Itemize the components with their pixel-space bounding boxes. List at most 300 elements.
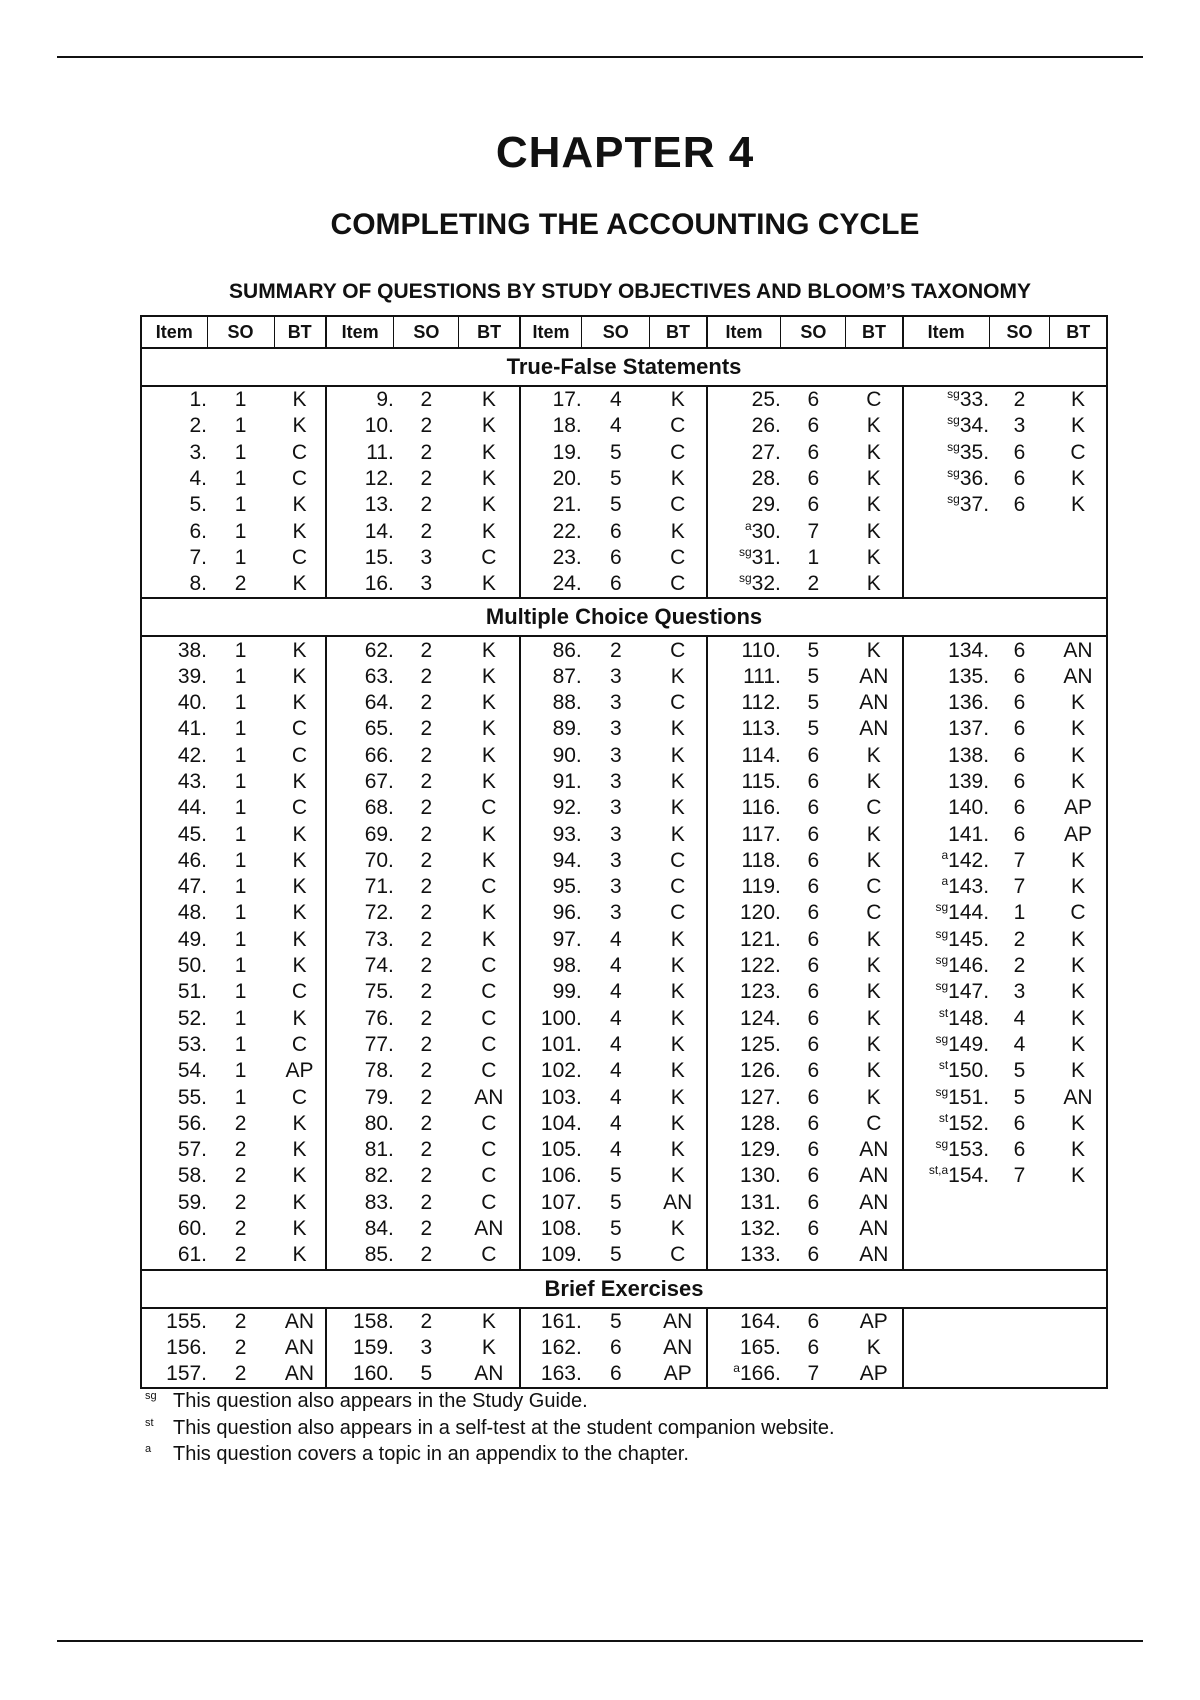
- bt-cell: C: [459, 795, 520, 821]
- so-cell: 2: [420, 638, 433, 662]
- item-number: 130.: [739, 1164, 781, 1188]
- bt-cell: K: [846, 571, 903, 598]
- item-number: 113.: [741, 717, 781, 741]
- empty-cell: [903, 518, 989, 544]
- bt-cell: AP: [650, 1361, 707, 1388]
- so-cell: 6: [609, 572, 622, 596]
- footnote-mark: sg: [935, 1031, 949, 1046]
- item-number: 109.: [540, 1243, 582, 1267]
- item-cell: [326, 492, 394, 518]
- item-cell: [326, 1216, 394, 1242]
- item-cell: [326, 690, 394, 716]
- footnote-mark: sg: [947, 387, 960, 402]
- table-row: [141, 900, 1107, 926]
- bt-cell: AN: [650, 1308, 707, 1335]
- item-number: 94.: [552, 848, 582, 872]
- bt-cell: C: [846, 874, 903, 900]
- table-row: [141, 1032, 1107, 1058]
- item-cell: [707, 1137, 781, 1163]
- item-cell: [326, 664, 394, 690]
- so-cell: 6: [807, 954, 820, 978]
- item-cell: [903, 440, 989, 466]
- table-row: [141, 874, 1107, 900]
- footnote-mark: sg: [947, 439, 960, 454]
- empty-cell: [1050, 1242, 1107, 1269]
- bt-cell: K: [650, 386, 707, 413]
- so-cell: 1: [234, 664, 247, 688]
- item-cell: [141, 545, 207, 571]
- empty-cell: [989, 518, 1050, 544]
- so-cell: 5: [609, 1309, 622, 1333]
- so-cell: 2: [234, 1362, 247, 1386]
- so-cell: 5: [609, 493, 622, 517]
- bt-cell: K: [846, 545, 903, 571]
- so-cell: 1: [234, 493, 247, 517]
- item-cell: [707, 386, 781, 413]
- column-header: SO: [394, 316, 459, 348]
- item-cell: [141, 440, 207, 466]
- item-number: 98.: [552, 954, 582, 978]
- item-cell: [707, 1006, 781, 1032]
- item-cell: [707, 1216, 781, 1242]
- item-number: 8.: [189, 572, 208, 596]
- bt-cell: AN: [274, 1361, 326, 1388]
- table-row: [141, 1006, 1107, 1032]
- so-cell: 6: [807, 388, 820, 412]
- so-cell: 6: [807, 1059, 820, 1083]
- item-cell: [141, 636, 207, 663]
- so-cell: 3: [609, 743, 622, 767]
- item-number: 103.: [540, 1085, 582, 1109]
- item-cell: [707, 795, 781, 821]
- so-cell: 2: [420, 1059, 433, 1083]
- bt-cell: K: [846, 1084, 903, 1110]
- item-cell: [326, 716, 394, 742]
- table-row: [141, 821, 1107, 847]
- item-number: 55.: [177, 1085, 208, 1109]
- item-cell: [141, 927, 207, 953]
- item-number: 23.: [552, 545, 582, 569]
- item-number: 85.: [364, 1243, 394, 1267]
- bt-cell: K: [1070, 1032, 1085, 1056]
- item-cell: [707, 690, 781, 716]
- item-cell: [520, 1242, 582, 1269]
- item-number: 24.: [552, 572, 582, 596]
- item-number: 17.: [552, 388, 582, 412]
- so-cell: 4: [1013, 1032, 1026, 1056]
- item-number: 149.: [948, 1032, 990, 1056]
- footnote-mark: sg: [935, 900, 949, 915]
- item-cell: [326, 1242, 394, 1269]
- bottom-rule: [57, 1640, 1143, 1642]
- so-cell: 5: [609, 1243, 622, 1267]
- footnote-mark: a: [744, 518, 752, 533]
- item-number: 111.: [743, 664, 781, 688]
- empty-cell: [989, 1242, 1050, 1269]
- so-cell: 3: [420, 1335, 433, 1359]
- item-cell: [520, 874, 582, 900]
- item-number: 140.: [948, 796, 990, 820]
- bt-cell: C: [650, 900, 707, 926]
- item-number: 57.: [177, 1138, 208, 1162]
- bt-cell: K: [1070, 927, 1085, 951]
- item-number: 74.: [364, 954, 394, 978]
- footnote-mark: sg: [935, 1084, 949, 1099]
- table-row: [141, 518, 1107, 544]
- bt-cell: K: [650, 1163, 707, 1189]
- bt-cell: K: [459, 466, 520, 492]
- so-cell: 5: [807, 717, 820, 741]
- so-cell: 4: [609, 954, 622, 978]
- item-cell: [141, 953, 207, 979]
- item-cell: [903, 743, 989, 769]
- so-cell: 6: [807, 770, 820, 793]
- so-cell: 2: [234, 1335, 247, 1359]
- so-cell: 6: [807, 1217, 820, 1241]
- so-cell: 2: [420, 388, 433, 412]
- item-cell: [326, 413, 394, 439]
- so-cell: 1: [234, 822, 247, 846]
- table-row: [141, 716, 1107, 742]
- item-number: 143.: [948, 875, 990, 899]
- item-number: 145.: [948, 927, 990, 951]
- item-cell: [707, 518, 781, 544]
- bt-cell: K: [459, 716, 520, 742]
- item-number: 3.: [189, 440, 208, 464]
- item-number: 38.: [177, 638, 208, 662]
- item-number: 81.: [364, 1138, 394, 1162]
- so-cell: 5: [807, 691, 820, 715]
- item-number: 150.: [948, 1059, 990, 1083]
- item-cell: [141, 1137, 207, 1163]
- bt-cell: K: [274, 1242, 326, 1269]
- table-row: [141, 1058, 1107, 1084]
- item-cell: [520, 571, 582, 598]
- item-number: 83.: [364, 1190, 394, 1214]
- item-number: 52.: [177, 1006, 208, 1030]
- item-cell: [707, 979, 781, 1005]
- item-cell: [520, 1335, 582, 1361]
- item-number: 125.: [739, 1032, 781, 1056]
- item-cell: [520, 1308, 582, 1335]
- item-cell: [520, 386, 582, 413]
- bt-cell: C: [650, 636, 707, 663]
- item-cell: [903, 690, 989, 716]
- item-number: 35.: [959, 440, 990, 464]
- so-cell: 6: [1013, 1138, 1026, 1162]
- so-cell: 3: [609, 664, 622, 688]
- item-cell: [707, 1058, 781, 1084]
- empty-cell: [989, 1216, 1050, 1242]
- so-cell: 6: [807, 743, 820, 767]
- item-cell: [520, 1032, 582, 1058]
- item-cell: [707, 1335, 781, 1361]
- so-cell: 6: [807, 493, 820, 517]
- table-row: [141, 1190, 1107, 1216]
- so-cell: 5: [609, 1190, 622, 1214]
- bt-cell: AN: [846, 1242, 903, 1269]
- item-number: 119.: [741, 875, 781, 899]
- item-cell: [707, 1084, 781, 1110]
- bt-cell: K: [459, 664, 520, 690]
- item-cell: [903, 1032, 989, 1058]
- item-cell: [326, 1190, 394, 1216]
- bt-cell: K: [1070, 1059, 1085, 1083]
- item-number: 99.: [552, 980, 582, 1004]
- item-number: 117.: [741, 822, 781, 846]
- bt-cell: K: [846, 413, 903, 439]
- bt-cell: AN: [459, 1084, 520, 1110]
- item-number: 115.: [741, 770, 781, 793]
- empty-cell: [903, 1308, 989, 1335]
- column-header: SO: [207, 316, 274, 348]
- item-number: 124.: [739, 1006, 781, 1030]
- so-cell: 6: [807, 1006, 820, 1030]
- bt-cell: C: [459, 1242, 520, 1269]
- bt-cell: K: [846, 743, 903, 769]
- column-header: Item: [903, 316, 989, 348]
- bt-cell: K: [846, 466, 903, 492]
- item-cell: [141, 413, 207, 439]
- so-cell: 6: [807, 848, 820, 872]
- bt-cell: C: [274, 1032, 326, 1058]
- so-cell: 1: [234, 1059, 247, 1083]
- bt-cell: C: [459, 1163, 520, 1189]
- item-cell: [707, 636, 781, 663]
- item-number: 18.: [552, 414, 582, 438]
- so-cell: 6: [807, 1243, 820, 1267]
- footnote-mark: sg: [935, 953, 949, 968]
- so-cell: 5: [1013, 1059, 1026, 1083]
- so-cell: 6: [1013, 743, 1026, 767]
- item-number: 15.: [364, 545, 394, 569]
- item-number: 50.: [177, 954, 208, 978]
- so-cell: 2: [420, 980, 433, 1004]
- bt-cell: K: [274, 1163, 326, 1189]
- item-number: 30.: [751, 519, 781, 543]
- table-row: [141, 1308, 1107, 1335]
- item-cell: [903, 1006, 989, 1032]
- table-row: [141, 795, 1107, 821]
- so-cell: 1: [234, 638, 247, 662]
- item-number: 104.: [540, 1111, 582, 1135]
- so-cell: 5: [609, 1164, 622, 1188]
- item-number: 84.: [364, 1217, 394, 1241]
- table-row: [141, 664, 1107, 690]
- bt-cell: C: [274, 716, 326, 742]
- item-cell: [326, 1163, 394, 1189]
- bt-cell: C: [459, 1137, 520, 1163]
- item-cell: [326, 953, 394, 979]
- item-cell: [520, 466, 582, 492]
- footnote-mark: sg: [947, 466, 960, 481]
- item-number: 10.: [364, 414, 394, 438]
- empty-cell: [903, 1216, 989, 1242]
- bt-cell: C: [274, 795, 326, 821]
- bt-cell: K: [459, 440, 520, 466]
- footnote-mark: sg: [935, 1137, 949, 1152]
- so-cell: 1: [234, 1032, 247, 1056]
- column-header: BT: [1050, 316, 1107, 348]
- bt-cell: K: [459, 848, 520, 874]
- bt-cell: K: [650, 743, 707, 769]
- so-cell: 6: [1013, 1111, 1026, 1135]
- bt-cell: AN: [1063, 664, 1093, 688]
- item-number: 47.: [177, 875, 208, 899]
- bt-cell: AN: [846, 1137, 903, 1163]
- so-cell: 6: [807, 414, 820, 438]
- item-number: 7.: [189, 545, 208, 569]
- so-cell: 2: [234, 1190, 247, 1214]
- bt-cell: K: [274, 874, 326, 900]
- so-cell: 2: [420, 1111, 433, 1135]
- so-cell: 2: [234, 1111, 247, 1135]
- so-cell: 1: [234, 717, 247, 741]
- section-header-multiple-choice: [141, 598, 1107, 636]
- bt-cell: K: [846, 927, 903, 953]
- item-cell: [903, 795, 989, 821]
- item-cell: [520, 1190, 582, 1216]
- bt-cell: AN: [274, 1335, 326, 1361]
- item-cell: [903, 1084, 989, 1110]
- footnote-mark: sg: [935, 926, 949, 941]
- item-number: 65.: [364, 717, 394, 741]
- item-number: 137.: [948, 717, 990, 741]
- table-row: [141, 927, 1107, 953]
- empty-cell: [989, 1335, 1050, 1361]
- item-number: 101.: [540, 1032, 582, 1056]
- so-cell: 2: [420, 493, 433, 517]
- item-cell: [707, 716, 781, 742]
- item-cell: [707, 900, 781, 926]
- table-row: [141, 743, 1107, 769]
- bt-cell: AP: [1063, 822, 1092, 846]
- bt-cell: K: [650, 979, 707, 1005]
- bt-cell: C: [459, 1032, 520, 1058]
- so-cell: 2: [234, 1309, 247, 1333]
- item-cell: [141, 900, 207, 926]
- so-cell: 3: [609, 796, 622, 820]
- section-header-true-false: [141, 348, 1107, 386]
- bt-cell: K: [846, 1032, 903, 1058]
- item-number: 69.: [364, 822, 394, 846]
- bt-cell: K: [459, 743, 520, 769]
- item-number: 164.: [739, 1309, 781, 1333]
- so-cell: 6: [1013, 822, 1026, 846]
- item-cell: [520, 953, 582, 979]
- bt-cell: K: [846, 769, 903, 795]
- bt-cell: K: [459, 1335, 520, 1361]
- item-number: 120.: [739, 901, 781, 925]
- footnote-mark: st: [938, 1058, 949, 1073]
- item-cell: [326, 795, 394, 821]
- item-cell: [520, 492, 582, 518]
- so-cell: 6: [807, 1335, 820, 1359]
- so-cell: 6: [807, 1190, 820, 1214]
- item-cell: [326, 1084, 394, 1110]
- item-number: 148.: [948, 1006, 990, 1030]
- empty-cell: [1050, 1216, 1107, 1242]
- item-number: 133.: [739, 1243, 781, 1267]
- so-cell: 3: [609, 770, 622, 793]
- item-cell: [903, 492, 989, 518]
- item-cell: [326, 545, 394, 571]
- so-cell: 2: [234, 572, 247, 596]
- so-cell: 2: [420, 1309, 433, 1333]
- item-cell: [326, 518, 394, 544]
- bt-cell: K: [274, 1190, 326, 1216]
- item-number: 27.: [751, 440, 781, 464]
- item-cell: [141, 795, 207, 821]
- item-cell: [520, 1084, 582, 1110]
- so-cell: 4: [609, 1032, 622, 1056]
- bt-cell: C: [274, 466, 326, 492]
- so-cell: 3: [1013, 980, 1026, 1004]
- bt-cell: K: [274, 900, 326, 926]
- item-cell: [903, 1163, 989, 1189]
- bt-cell: K: [1070, 1006, 1085, 1030]
- item-number: 132.: [739, 1217, 781, 1241]
- item-cell: [326, 927, 394, 953]
- bt-cell: K: [650, 1137, 707, 1163]
- item-number: 36.: [959, 467, 990, 491]
- item-number: 72.: [364, 901, 394, 925]
- item-cell: [520, 545, 582, 571]
- bt-cell: K: [846, 440, 903, 466]
- bt-cell: K: [274, 769, 326, 795]
- so-cell: 3: [420, 545, 433, 569]
- item-cell: [707, 848, 781, 874]
- empty-cell: [1050, 1190, 1107, 1216]
- item-cell: [326, 769, 394, 795]
- empty-cell: [903, 1335, 989, 1361]
- so-cell: 2: [420, 901, 433, 925]
- bt-cell: K: [274, 664, 326, 690]
- item-cell: [326, 386, 394, 413]
- item-cell: [903, 636, 989, 663]
- item-number: 25.: [751, 388, 781, 412]
- so-cell: 2: [234, 1164, 247, 1188]
- item-cell: [520, 743, 582, 769]
- so-cell: 6: [807, 875, 820, 899]
- item-cell: [326, 848, 394, 874]
- bt-cell: AP: [846, 1308, 903, 1335]
- item-cell: [903, 848, 989, 874]
- item-number: 75.: [364, 980, 394, 1004]
- item-number: 142.: [948, 848, 990, 872]
- table-row: [141, 979, 1107, 1005]
- item-cell: [520, 1111, 582, 1137]
- table-row: [141, 1137, 1107, 1163]
- empty-cell: [1050, 518, 1107, 544]
- bt-cell: K: [1070, 848, 1085, 872]
- item-cell: [141, 1163, 207, 1189]
- bt-cell: C: [650, 690, 707, 716]
- so-cell: 1: [234, 927, 247, 951]
- item-number: 158.: [353, 1309, 394, 1333]
- item-number: 107.: [540, 1190, 582, 1214]
- item-cell: [903, 664, 989, 690]
- bt-cell: K: [650, 1216, 707, 1242]
- item-cell: [903, 769, 989, 795]
- item-number: 147.: [948, 980, 990, 1004]
- bt-cell: K: [459, 518, 520, 544]
- item-cell: [903, 1111, 989, 1137]
- item-cell: [520, 1058, 582, 1084]
- bt-cell: AN: [846, 716, 903, 742]
- table-row: [141, 1361, 1107, 1388]
- item-number: 37.: [959, 493, 990, 517]
